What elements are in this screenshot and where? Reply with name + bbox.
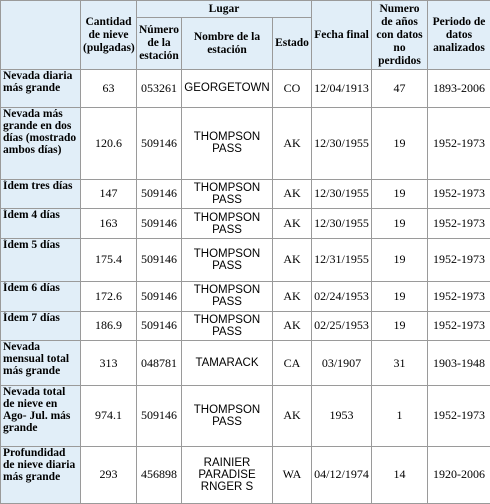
table-row <box>1 107 490 179</box>
cell-amount: 120.6 <box>81 107 137 179</box>
cell-years: 19 <box>372 107 428 179</box>
cell-station-name: THOMPSON PASS <box>182 238 273 281</box>
cell-station-number: 509146 <box>137 179 182 209</box>
cell-amount: 313 <box>81 341 137 386</box>
corner-header-cell <box>1 1 81 70</box>
cell-station-number: 509146 <box>137 281 182 311</box>
cell-amount: 147 <box>81 179 137 209</box>
cell-state: WA <box>273 446 312 503</box>
cell-end-date: 12/31/1955 <box>312 238 372 281</box>
cell-period: 1920-2006 <box>428 446 490 503</box>
cell-end-date: 02/24/1953 <box>312 281 372 311</box>
cell-station-number: 509146 <box>137 107 182 179</box>
table-row <box>1 179 490 209</box>
cell-station-name: THOMPSON PASS <box>182 209 273 239</box>
cell-end-date: 03/1907 <box>312 341 372 386</box>
row-label: Nevada diaria más grande <box>1 70 81 108</box>
cell-years: 1 <box>372 386 428 446</box>
table-body <box>1 70 490 504</box>
row-label: Ídem 6 días <box>1 281 81 311</box>
table-row <box>1 281 490 311</box>
header-period: Periodo de datos analizados <box>428 1 490 70</box>
cell-years: 19 <box>372 179 428 209</box>
table-row <box>1 446 490 503</box>
cell-station-number: 509146 <box>137 209 182 239</box>
cell-station-number: 509146 <box>137 311 182 341</box>
cell-end-date: 1953 <box>312 386 372 446</box>
row-label: Ídem 4 días <box>1 209 81 239</box>
cell-period: 1952-1973 <box>428 209 490 239</box>
row-label: Nevada mensual total más grande <box>1 341 81 386</box>
cell-amount: 186.9 <box>81 311 137 341</box>
header-station-name: Nombre de la estación <box>182 18 273 70</box>
cell-state: AK <box>273 209 312 239</box>
cell-amount: 293 <box>81 446 137 503</box>
cell-period: 1952-1973 <box>428 281 490 311</box>
cell-state: AK <box>273 179 312 209</box>
cell-end-date: 12/30/1955 <box>312 179 372 209</box>
cell-period: 1952-1973 <box>428 386 490 446</box>
row-label: Nevada más grande en dos días (mostrado ambos días) <box>1 107 81 179</box>
cell-amount: 63 <box>81 70 137 108</box>
row-label: Ídem 5 días <box>1 238 81 281</box>
cell-amount: 172.6 <box>81 281 137 311</box>
cell-period: 1952-1973 <box>428 107 490 179</box>
header-station-number: Número de la estación <box>137 18 182 70</box>
cell-end-date: 02/25/1953 <box>312 311 372 341</box>
cell-station-name: THOMPSON PASS <box>182 386 273 446</box>
table-row <box>1 238 490 281</box>
cell-state: AK <box>273 386 312 446</box>
header-location: Lugar <box>137 1 312 18</box>
cell-years: 19 <box>372 311 428 341</box>
cell-period: 1952-1973 <box>428 238 490 281</box>
row-label: Ídem 7 días <box>1 311 81 341</box>
cell-state: CO <box>273 70 312 108</box>
cell-state: CA <box>273 341 312 386</box>
row-label: Nevada total de nieve en Ago- Jul. más grande <box>1 386 81 446</box>
cell-station-name: GEORGETOWN <box>182 70 273 108</box>
cell-years: 19 <box>372 209 428 239</box>
table-row <box>1 70 490 108</box>
cell-station-number: 053261 <box>137 70 182 108</box>
cell-amount: 974.1 <box>81 386 137 446</box>
header-end-date: Fecha final <box>312 1 372 70</box>
cell-years: 47 <box>372 70 428 108</box>
cell-station-name: TAMARACK <box>182 341 273 386</box>
cell-state: AK <box>273 107 312 179</box>
cell-end-date: 04/12/1974 <box>312 446 372 503</box>
cell-years: 19 <box>372 238 428 281</box>
cell-period: 1952-1973 <box>428 179 490 209</box>
cell-period: 1893-2006 <box>428 70 490 108</box>
cell-period: 1903-1948 <box>428 341 490 386</box>
row-label: Profundidad de nieve diaria más grande <box>1 446 81 503</box>
cell-period: 1952-1973 <box>428 311 490 341</box>
cell-station-number: 456898 <box>137 446 182 503</box>
cell-station-number: 509146 <box>137 238 182 281</box>
table-row <box>1 386 490 446</box>
row-label: Ídem tres días <box>1 179 81 209</box>
cell-end-date: 12/04/1913 <box>312 70 372 108</box>
cell-years: 31 <box>372 341 428 386</box>
cell-years: 14 <box>372 446 428 503</box>
cell-station-number: 048781 <box>137 341 182 386</box>
cell-end-date: 12/30/1955 <box>312 107 372 179</box>
table-row <box>1 209 490 239</box>
cell-station-name: THOMPSON PASS <box>182 311 273 341</box>
cell-years: 19 <box>372 281 428 311</box>
cell-station-number: 509146 <box>137 386 182 446</box>
cell-amount: 163 <box>81 209 137 239</box>
header-years: Numero de años con datos no perdidos <box>372 1 428 70</box>
table-row <box>1 311 490 341</box>
cell-amount: 175.4 <box>81 238 137 281</box>
header-amount: Cantidad de nieve (pulgadas) <box>81 1 137 70</box>
table-row <box>1 341 490 386</box>
cell-end-date: 12/30/1955 <box>312 209 372 239</box>
cell-state: AK <box>273 238 312 281</box>
cell-station-name: THOMPSON PASS <box>182 107 273 179</box>
cell-station-name: THOMPSON PASS <box>182 179 273 209</box>
header-state: Estado <box>273 18 312 70</box>
cell-state: AK <box>273 311 312 341</box>
cell-state: AK <box>273 281 312 311</box>
cell-station-name: THOMPSON PASS <box>182 281 273 311</box>
cell-station-name: RAINIER PARADISE RNGER S <box>182 446 273 503</box>
